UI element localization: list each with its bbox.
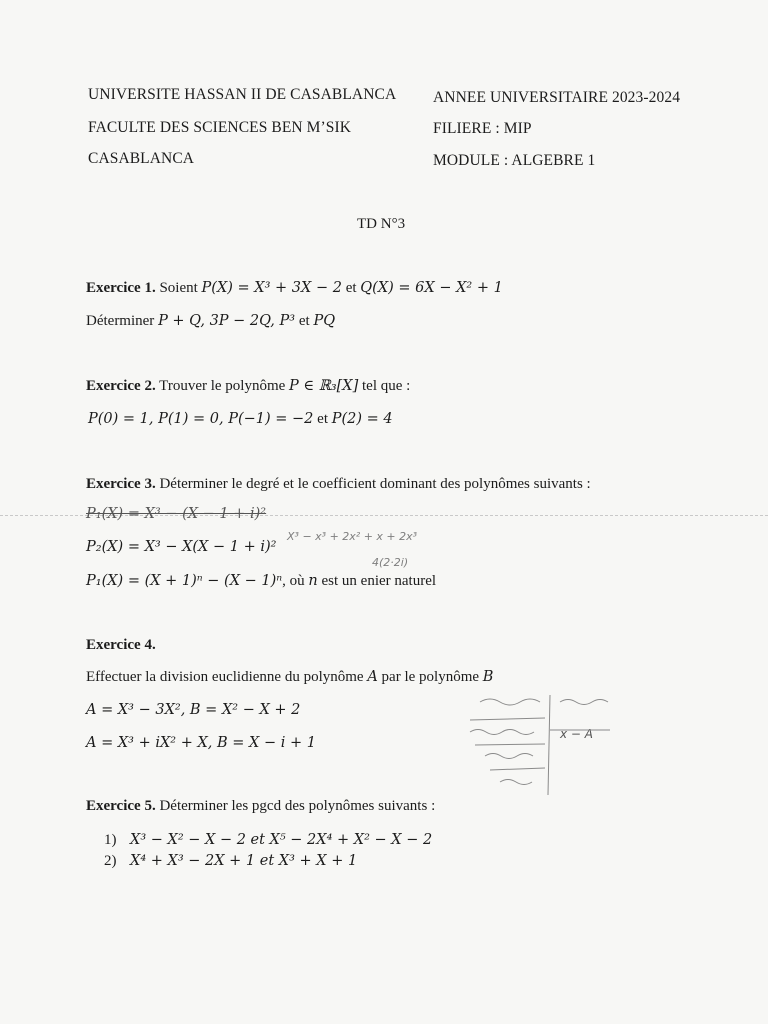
exercise-5-label: Exercice 5. — [86, 798, 156, 814]
exercise-4-statement — [86, 669, 493, 686]
exercise-1-task-text: Déterminer — [86, 313, 159, 329]
city-name: CASABLANCA — [88, 150, 195, 167]
exercise-3-p3-expr: P₁(X) = (X + 1)ⁿ − (X − 1)ⁿ — [86, 573, 283, 589]
exercise-2-cond-2: P(2) = 4 — [331, 411, 393, 427]
exercise-4-b: B — [482, 669, 494, 685]
exercise-2-cond-1: P(0) = 1, P(1) = 0, P(−1) = −2 — [88, 411, 314, 427]
exercise-1-text: Soient — [155, 280, 202, 296]
exercise-4-a: A — [367, 669, 378, 685]
exercise-5-text: Déterminer les pgcd des polynômes suivants : — [155, 798, 436, 814]
list-item-number: 1) — [104, 832, 117, 848]
list-item-number: 2) — [104, 853, 117, 869]
exercise-3-p2: P₂(X) = X³ − X(X − 1 + i)² — [86, 539, 277, 555]
exercise-1-task — [86, 313, 335, 330]
exercise-4-label: Exercice 4. — [86, 637, 156, 653]
conjunction-et: et — [295, 313, 314, 329]
exercise-2-statement — [86, 378, 410, 395]
exercise-1-statement — [86, 280, 503, 297]
exercise-4-text: Effectuer la division euclidienne du polynôme — [86, 669, 368, 685]
list-item-expr: X⁴ + X³ − 2X + 1 et X³ + X + 1 — [130, 853, 358, 869]
pencil-note: x − A — [560, 727, 593, 741]
exercise-2-text-end: tel que : — [358, 378, 411, 394]
university-name: UNIVERSITE HASSAN II DE CASABLANCA — [88, 86, 397, 103]
exercise-3-p3-text: , où — [282, 573, 309, 589]
program-field: FILIERE : MIP — [433, 120, 532, 137]
exercise-4-text-mid: par le polynôme — [377, 669, 483, 685]
conjunction-et: et — [341, 280, 361, 296]
conjunction-et: et — [313, 411, 332, 427]
exercise-1-task-pq: PQ — [313, 313, 336, 329]
list-item — [104, 853, 357, 870]
pencil-division-sketch — [460, 690, 630, 800]
exercise-3-n: n — [308, 573, 318, 589]
exercise-4-case-2: A = X³ + iX² + X, B = X − i + 1 — [86, 735, 316, 751]
exercise-2-space: P ∈ ℝ₃[X] — [289, 378, 359, 394]
exercise-3-statement — [86, 476, 591, 493]
list-item — [104, 832, 432, 849]
exercise-3-p3 — [86, 573, 436, 590]
polynomial-p: P(X) = X³ + 3X − 2 — [201, 280, 342, 296]
exercise-3-p3-text-end: est un enier naturel — [317, 573, 437, 589]
module-name: MODULE : ALGEBRE 1 — [433, 152, 596, 169]
faculty-name: FACULTE DES SCIENCES BEN M’SIK — [88, 119, 352, 136]
exercise-4-case-1: A = X³ − 3X², B = X² − X + 2 — [86, 702, 301, 718]
list-item-expr: X³ − X² − X − 2 et X⁵ − 2X⁴ + X² − X − 2 — [130, 832, 433, 848]
page-title: TD N°3 — [357, 216, 406, 232]
pencil-note: 4(2·2i) — [372, 556, 409, 569]
exercise-3-p1: P₁(X) = X³ − (X − 1 + i)² — [86, 506, 267, 522]
exercise-3-text: Déterminer le degré et le coefficient dominant des polynômes suivants : — [155, 476, 591, 492]
exercise-5-statement — [86, 798, 435, 815]
exercise-1-task-expr: P + Q, 3P − 2Q, P³ — [158, 313, 296, 329]
polynomial-q: Q(X) = 6X − X² + 1 — [360, 280, 503, 296]
exercise-3-label: Exercice 3. — [86, 476, 156, 492]
exercise-2-label: Exercice 2. — [86, 378, 156, 394]
exercise-2-text: Trouver le polynôme — [155, 378, 290, 394]
exercise-2-conditions — [88, 411, 393, 428]
academic-year: ANNEE UNIVERSITAIRE 2023-2024 — [433, 89, 681, 106]
exercise-1-label: Exercice 1. — [86, 280, 156, 296]
pencil-note: X³ − x³ + 2x² + x + 2x³ — [287, 530, 418, 543]
